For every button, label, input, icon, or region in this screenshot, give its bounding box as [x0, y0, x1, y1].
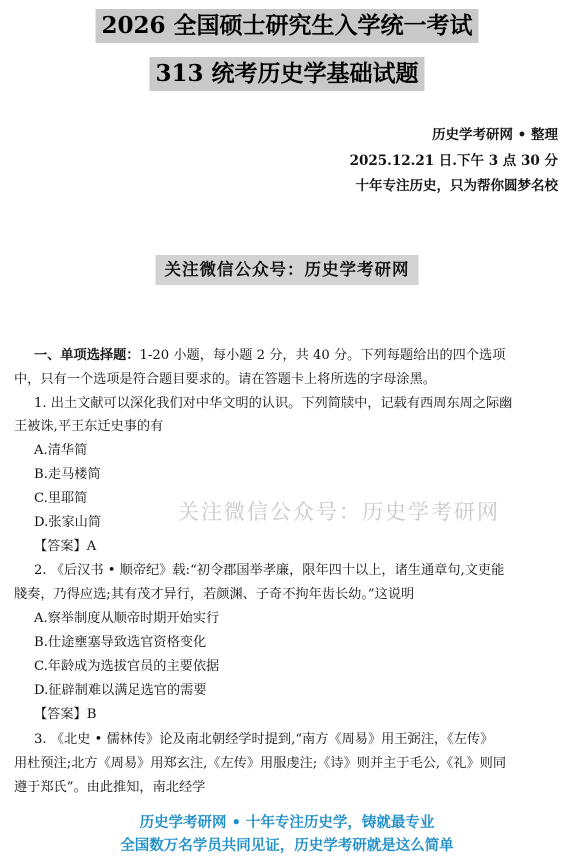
question-2-option-a: A.察举制度从顺帝时期开始实行 [34, 611, 220, 626]
question-2-option-c: C.年龄成为选拔官员的主要依据 [34, 659, 220, 674]
question-1-option-a: A.清华简 [34, 443, 88, 458]
question-1-option-d: D.张家山简 [34, 515, 102, 530]
exam-date: 2025.12.21 日.下午 3 点 30 分 [349, 153, 558, 169]
compiled-by: 历史学考研网 • 整理 [431, 127, 558, 143]
question-2-stem-cont: 牋奏，乃得应选;其有茂才异行，若颜渊、子奇不拘年齿长幼。”这说明 [14, 587, 415, 602]
question-2-stem: 2. 《后汉书 • 顺帝纪》载:“初令郡国举孝廉，限年四十以上，诸生通章句,文吏能 [34, 563, 505, 578]
question-2-option-b: B.仕途壅塞导致选官资格变化 [34, 635, 207, 650]
slogan: 十年专注历史，只为帮你圆梦名校 [355, 178, 558, 194]
question-2-option-d: D.征辟制难以满足选官的需要 [34, 683, 207, 698]
section-instruction-cont: 中，只有一个选项是符合题目要求的。请在答题卡上将所选的字母涂黑。 [14, 372, 436, 387]
exam-subtitle: 313 统考历史学基础试题 [149, 57, 424, 91]
exam-title: 2026 全国硕士研究生入学统一考试 [95, 9, 478, 43]
question-1-option-b: B.走马楼简 [34, 467, 101, 482]
question-3-stem-cont2: 遵于郑氏”。由此推知，南北经学 [14, 780, 206, 795]
question-1-stem: 1. 出土文献可以深化我们对中华文明的认识。下列简牍中，记载有西周东周之际幽 [34, 396, 513, 411]
question-2-answer: 【答案】B [34, 707, 97, 722]
watermark: 关注微信公众号：历史学考研网 [178, 500, 500, 524]
question-3-stem: 3. 《北史 • 儒林传》论及南北朝经学时提到,“南方《周易》用王弼注，《左传》 [34, 732, 494, 747]
footer-line-1: 历史学考研网 • 十年专注历史学，铸就最专业 [139, 814, 435, 831]
question-3-stem-cont: 用杜预注;北方《周易》用郑玄注,《左传》用服虔注;《诗》则并主于毛公,《礼》则同 [14, 756, 507, 771]
section-instruction: 1-20 小题，每小题 2 分，共 40 分。下列每题给出的四个选项 [139, 348, 506, 363]
section-title: 一、单项选择题： [34, 348, 140, 363]
question-1-stem-cont: 王被诛,平王东迁史事的有 [14, 419, 164, 434]
footer-line-2: 全国数万名学员共同见证，历史学考研就是这么简单 [120, 837, 454, 854]
question-1-option-c: C.里耶简 [34, 491, 88, 506]
question-1-answer: 【答案】A [34, 539, 97, 554]
follow-banner: 关注微信公众号：历史学考研网 [156, 255, 419, 285]
